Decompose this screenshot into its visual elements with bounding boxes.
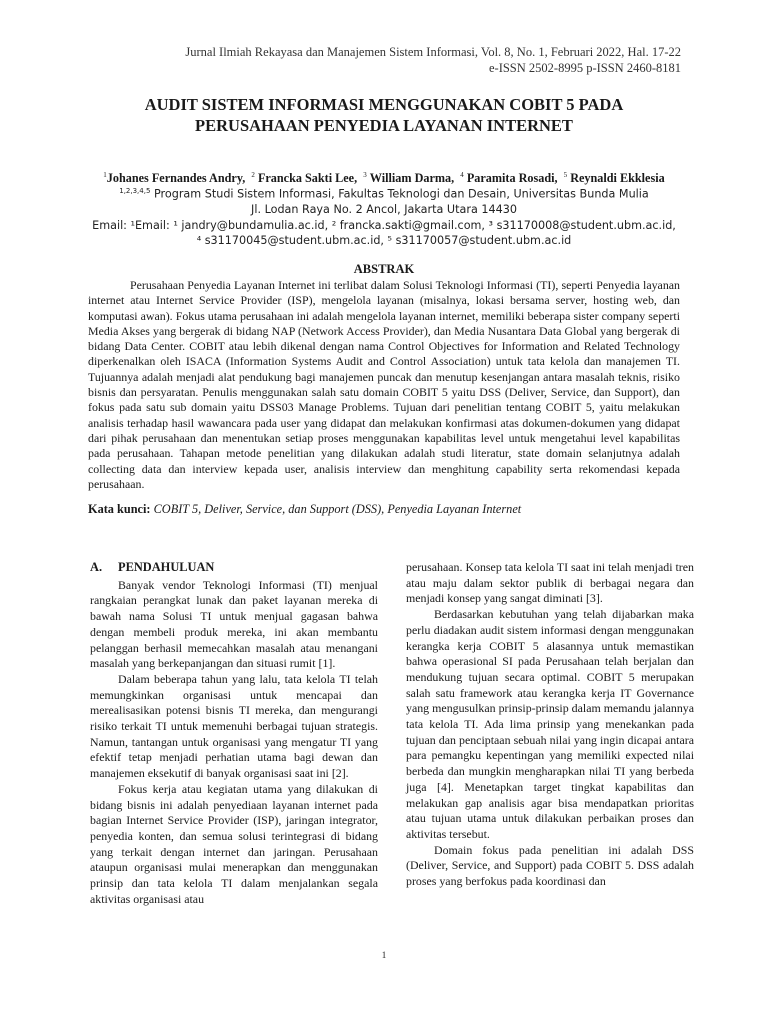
keywords	[88, 501, 688, 517]
address-line: Jl. Lodan Raya No. 2 Ancol, Jakarta Utara 14430	[251, 203, 517, 217]
journal-issn: e-ISSN 2502-8995 p-ISSN 2460-8181	[488, 61, 681, 75]
author: $^5$ Reynaldi Ekklesia	[563, 171, 665, 186]
abstract-body	[88, 278, 680, 492]
paragraph: Domain fokus pada penelitian ini adalah DSS (Deliver, Service, and Support) pada COBIT 5. DSS adalah proses yang berfokus pada koordinasi dan	[406, 842, 694, 889]
affiliation-line: $^{1,2,3,4,5}$ Program Studi Sistem Informasi, Fakultas Teknologi dan Desain, Universitas Bunda Mulia	[119, 187, 649, 201]
section-heading	[90, 560, 378, 576]
journal-citation: Jurnal Ilmiah Rekayasa dan Manajemen Sistem Informasi, Vol. 8, No. 1, Februari 2022, Hal. 17-22	[185, 45, 681, 59]
keywords-label: Kata kunci:	[88, 502, 151, 516]
page-number: 1	[381, 950, 387, 960]
paragraph: Berdasarkan kebutuhan yang telah dijabarkan maka perlu diadakan audit sistem informasi dengan menggunakan kerangka kerja COBIT 5 alasannya untuk memastikan bahwa operasional SI pada Perusahaan telah berjalan dan mendukung tujuan secara optimal. COBIT 5 merupakan salah satu framework atau kerangka kerja IT Governance yang mengusulkan prinsip-prinsip dalam memandu jalannya tata kelola TI. Ada lima prinsip yang menekankan pada tujuan dan penciptaan sebuah nilai yang ingin dicapai antara para pemangku kepentingan yang memiliki expected nilai berbeda dan mungkin mengharapkan nilai TI yang berbeda juga [4]. Menetapkan target tingkat kapabilitas dan melakukan gap analisis agar bisa mendapatkan prioritas atau tujuan utama untuk dilakukan perbaikan proses dan aktivitas tersebut.	[406, 607, 694, 841]
paragraph: Fokus kerja atau kegiatan utama yang dilakukan di bidang bisnis ini adalah penyediaan layanan internet pada bagian Internet Service Provider (ISP), jaringan integrator, penyedia konten, dan semua solusi terintegrasi di bidang yang terkait dengan internet dan jaringan. Perusahaan ataupun organisasi mulai menerapkan dan menggunakan prinsip dan tata kelola TI dalam menjalankan segala aktivitas organisasi atau	[90, 781, 378, 906]
abstract-heading: ABSTRAK	[353, 262, 415, 276]
abstract-text: Perusahaan Penyedia Layanan Internet ini terlibat dalam Solusi Teknologi Informasi (TI), seperti Penyedia layanan internet atau Internet Service Provider (ISP), mengelola layanan (misalnya, lokasi bersama server, hosting web, dan komputasi awan). Fokus utama perusahaan ini adalah mengelola layanan internet, memiliki beberapa sister company seperti Media Akses yang bergerak di bidang NAP (Network Access Provider), dan Media Nusantara Data Global yang bergerak di bidang Data Center. COBIT atau lebih dikenal dengan nama Control Objectives for Information and Related Technology diperkenalkan oleh ISACA (Information Systems Audit and Control Association) untuk tata kelola dan manajemen TI. Tujuannya adalah menjadi alat pendukung bagi manajemen puncak dan menutup kesenjangan antara masalah teknis, risiko bisnis dan persyaratan. Penulis menggunakan salah satu domain COBIT 5 yaitu DSS (Deliver, Service, dan Support), dan fokus pada satu sub domain yaitu DSS03 Manage Problems. Tujuan dari penelitian tentang COBIT 5, yaitu melakukan analisis terhadap hasil wawancara pada user yang didapat dan melakukan konfirmasi atas dokumen-dokumen yang didapat dari pihak perusahaan dan menentukan setiap proses menggunakan kapabilitas level untuk mengetahui level kapabilitas pada perusahaan. Tahapan metode penelitian yang dilakukan adalah studi literatur, state domain selanjutnya adalah collecting data dan interview kepada user, analisis interview dan menghitung capability serta rekomendasi kepada perusahaan.	[88, 278, 680, 491]
author: $^4$ Paramita Rosadi,	[460, 171, 558, 186]
keywords-text: COBIT 5, Deliver, Service, dan Support (DSS), Penyedia Layanan Internet	[153, 502, 522, 516]
title-line-1: AUDIT SISTEM INFORMASI MENGGUNAKAN COBIT 5 PADA	[144, 95, 624, 114]
paper-title	[0, 94, 768, 136]
paragraph: perusahaan. Konsep tata kelola TI saat ini telah menjadi tren atau maju dalam sektor publik di berbagai negara dan menjadi konsep yang sangat diminati [3].	[406, 560, 694, 606]
email-line: ⁴ s31170045@student.ubm.ac.id, ⁵ s31170057@student.ubm.ac.id	[196, 233, 572, 247]
left-column	[90, 560, 378, 907]
author: $^1$Johanes Fernandes Andry,	[103, 171, 246, 186]
paragraph: Dalam beberapa tahun yang lalu, tata kelola TI telah memungkinkan organisasi untuk mencapai dan merealisasikan potensi bisnis TI mereka, dan mengurangi risiko terkait TI untuk memenuhi berbagai tujuan strategis. Namun, tantangan untuk organisasi yang mengatur TI yang efektif tetap menjadi perhatian utama bagi dewan dan manajemen eksekutif di banyak organisasi saat ini [2].	[90, 671, 378, 781]
journal-header	[185, 44, 681, 76]
section-title: PENDAHULUAN	[118, 560, 215, 574]
affiliation-block	[0, 184, 768, 248]
paragraph: Banyak vendor Teknologi Informasi (TI) menjual rangkaian perangkat lunak dan paket layanan mereka di bawah nama Solusi TI untuk menjual gagasan bahwa dengan membeli produk mereka, ini akan membantu pelanggan berhasil memecahkan masalah atau menangani masalah yang berkepanjangan dan situasi rumit [1].	[90, 577, 378, 671]
title-line-2: PERUSAHAAN PENYEDIA LAYANAN INTERNET	[195, 116, 573, 135]
email-line: Email: ¹Email: ¹ jandry@bundamulia.ac.id, ² francka.sakti@gmail.com, ³ s31170008@student.ubm.ac.id,	[92, 218, 676, 232]
right-column	[406, 560, 694, 890]
author: $^2$ Francka Sakti Lee,	[251, 171, 358, 186]
author: $^3$ William Darma,	[363, 171, 455, 186]
section-number: A.	[90, 560, 103, 574]
